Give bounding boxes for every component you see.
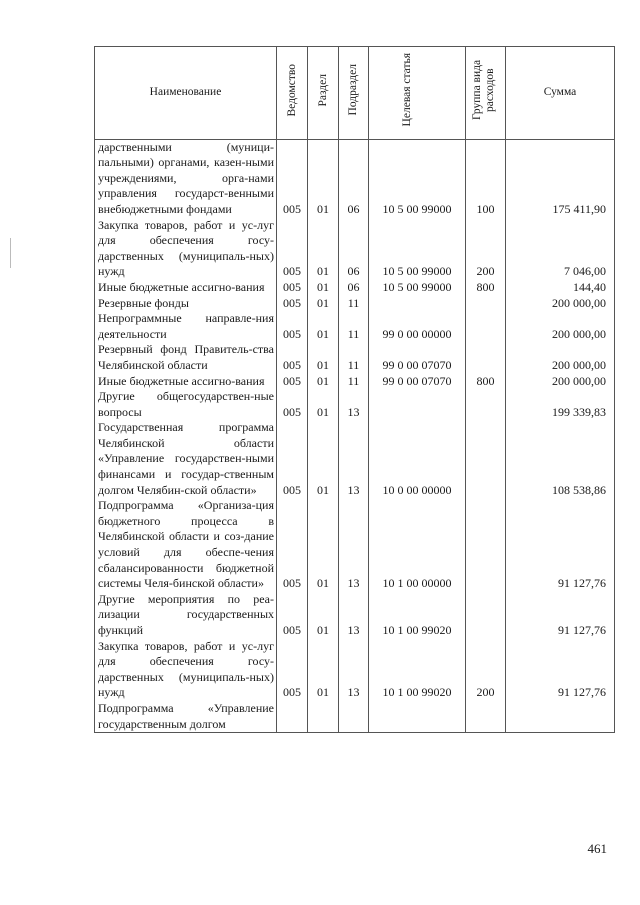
cell-gruppa-vida-raskhodov: 200 xyxy=(466,639,506,701)
cell-tselevaya-statya: 99 0 00 07070 xyxy=(369,342,466,373)
cell-name: Резервный фонд Правитель-ства Челябинской области xyxy=(95,342,277,373)
cell-summa: 108 538,86 xyxy=(506,420,615,498)
cell-razdel: 01 xyxy=(308,311,339,342)
cell-vedomstvo: 005 xyxy=(277,139,308,217)
cell-vedomstvo: 005 xyxy=(277,296,308,312)
cell-tselevaya-statya: 10 1 00 99020 xyxy=(369,639,466,701)
cell-vedomstvo: 005 xyxy=(277,420,308,498)
cell-summa: 91 127,76 xyxy=(506,498,615,592)
table-row xyxy=(95,218,615,280)
header-gruppa-vida-raskhodov: Группа вида расходов xyxy=(466,47,506,140)
cell-name: Иные бюджетные ассигно-вания xyxy=(95,374,277,390)
header-vedomstvo: Ведомство xyxy=(277,47,308,140)
table-row xyxy=(95,639,615,701)
cell-razdel: 01 xyxy=(308,389,339,420)
cell-podrazdel: 06 xyxy=(339,280,369,296)
cell-tselevaya-statya xyxy=(369,701,466,733)
cell-podrazdel: 11 xyxy=(339,374,369,390)
table-row xyxy=(95,389,615,420)
cell-vedomstvo: 005 xyxy=(277,218,308,280)
cell-podrazdel: 11 xyxy=(339,342,369,373)
cell-razdel: 01 xyxy=(308,639,339,701)
cell-podrazdel: 13 xyxy=(339,420,369,498)
cell-summa: 144,40 xyxy=(506,280,615,296)
cell-vedomstvo: 005 xyxy=(277,374,308,390)
cell-gruppa-vida-raskhodov xyxy=(466,701,506,733)
table-row xyxy=(95,311,615,342)
cell-summa: 199 339,83 xyxy=(506,389,615,420)
cell-gruppa-vida-raskhodov: 800 xyxy=(466,280,506,296)
scan-margin-mark xyxy=(10,238,11,268)
cell-summa: 200 000,00 xyxy=(506,296,615,312)
cell-podrazdel: 13 xyxy=(339,389,369,420)
table-row xyxy=(95,420,615,498)
cell-summa: 91 127,76 xyxy=(506,592,615,639)
cell-vedomstvo: 005 xyxy=(277,389,308,420)
header-razdel: Раздел xyxy=(308,47,339,140)
cell-name: Закупка товаров, работ и ус-луг для обеспечения госу-дарственных (муниципаль-ных) нужд xyxy=(95,639,277,701)
cell-tselevaya-statya: 10 1 00 99020 xyxy=(369,592,466,639)
cell-summa xyxy=(506,701,615,733)
cell-razdel: 01 xyxy=(308,218,339,280)
table-row xyxy=(95,342,615,373)
header-name: Наименование xyxy=(95,47,277,140)
header-summa: Сумма xyxy=(506,47,615,140)
cell-summa: 200 000,00 xyxy=(506,374,615,390)
cell-vedomstvo: 005 xyxy=(277,639,308,701)
cell-tselevaya-statya xyxy=(369,296,466,312)
cell-tselevaya-statya: 10 5 00 99000 xyxy=(369,139,466,217)
cell-podrazdel: 06 xyxy=(339,139,369,217)
cell-tselevaya-statya: 99 0 00 00000 xyxy=(369,311,466,342)
header-podrazdel: Подраздел xyxy=(339,47,369,140)
cell-podrazdel: 11 xyxy=(339,311,369,342)
cell-tselevaya-statya: 10 1 00 00000 xyxy=(369,498,466,592)
cell-vedomstvo xyxy=(277,701,308,733)
cell-razdel: 01 xyxy=(308,280,339,296)
cell-tselevaya-statya: 99 0 00 07070 xyxy=(369,374,466,390)
cell-razdel: 01 xyxy=(308,592,339,639)
cell-tselevaya-statya: 10 0 00 00000 xyxy=(369,420,466,498)
cell-summa: 7 046,00 xyxy=(506,218,615,280)
cell-tselevaya-statya: 10 5 00 99000 xyxy=(369,280,466,296)
page-number: 461 xyxy=(587,841,607,856)
table-row xyxy=(95,296,615,312)
header-tselevaya-statya: Целевая статья xyxy=(369,47,466,140)
table-row xyxy=(95,701,615,733)
cell-name: Другие мероприятия по реа-лизации государственных функций xyxy=(95,592,277,639)
cell-summa: 200 000,00 xyxy=(506,311,615,342)
table-row xyxy=(95,139,615,217)
cell-razdel xyxy=(308,701,339,733)
cell-name: Государственная программа Челябинской области «Управление государствен-ными финансами и государ-ственным долгом Челябин-ской области» xyxy=(95,420,277,498)
cell-razdel: 01 xyxy=(308,374,339,390)
cell-podrazdel: 06 xyxy=(339,218,369,280)
cell-podrazdel: 13 xyxy=(339,498,369,592)
cell-vedomstvo: 005 xyxy=(277,311,308,342)
cell-gruppa-vida-raskhodov xyxy=(466,296,506,312)
cell-vedomstvo: 005 xyxy=(277,498,308,592)
cell-vedomstvo: 005 xyxy=(277,592,308,639)
cell-podrazdel: 11 xyxy=(339,296,369,312)
table-row xyxy=(95,498,615,592)
cell-tselevaya-statya: 10 5 00 99000 xyxy=(369,218,466,280)
cell-razdel: 01 xyxy=(308,498,339,592)
cell-gruppa-vida-raskhodov xyxy=(466,311,506,342)
budget-table xyxy=(94,46,615,733)
cell-name: Другие общегосударствен-ные вопросы xyxy=(95,389,277,420)
cell-podrazdel: 13 xyxy=(339,639,369,701)
cell-name: Иные бюджетные ассигно-вания xyxy=(95,280,277,296)
cell-summa: 91 127,76 xyxy=(506,639,615,701)
cell-razdel: 01 xyxy=(308,139,339,217)
cell-gruppa-vida-raskhodov: 200 xyxy=(466,218,506,280)
cell-gruppa-vida-raskhodov: 100 xyxy=(466,139,506,217)
cell-razdel: 01 xyxy=(308,420,339,498)
cell-podrazdel: 13 xyxy=(339,592,369,639)
cell-name: Закупка товаров, работ и ус-луг для обеспечения госу-дарственных (муниципаль-ных) нужд xyxy=(95,218,277,280)
cell-vedomstvo: 005 xyxy=(277,280,308,296)
table-row xyxy=(95,374,615,390)
cell-name: дарственными (муници-пальными) органами, казен-ными учреждениями, орга-нами управления государст-венными внебюджетными фондами xyxy=(95,139,277,217)
cell-vedomstvo: 005 xyxy=(277,342,308,373)
cell-name: Резервные фонды xyxy=(95,296,277,312)
cell-gruppa-vida-raskhodov: 800 xyxy=(466,374,506,390)
cell-summa: 200 000,00 xyxy=(506,342,615,373)
cell-summa: 175 411,90 xyxy=(506,139,615,217)
cell-podrazdel xyxy=(339,701,369,733)
cell-gruppa-vida-raskhodov xyxy=(466,342,506,373)
cell-gruppa-vida-raskhodov xyxy=(466,498,506,592)
cell-tselevaya-statya xyxy=(369,389,466,420)
cell-gruppa-vida-raskhodov xyxy=(466,592,506,639)
header-row xyxy=(95,47,615,140)
cell-razdel: 01 xyxy=(308,342,339,373)
table-row xyxy=(95,592,615,639)
cell-razdel: 01 xyxy=(308,296,339,312)
cell-gruppa-vida-raskhodov xyxy=(466,389,506,420)
cell-gruppa-vida-raskhodov xyxy=(466,420,506,498)
cell-name: Подпрограмма «Управление государственным долгом xyxy=(95,701,277,733)
cell-name: Подпрограмма «Организа-ция бюджетного процесса в Челябинской области и соз-дание условий для обеспе-чения сбалансированности бюджетной системы Челя-бинской области» xyxy=(95,498,277,592)
cell-name: Непрограммные направле-ния деятельности xyxy=(95,311,277,342)
table-row xyxy=(95,280,615,296)
